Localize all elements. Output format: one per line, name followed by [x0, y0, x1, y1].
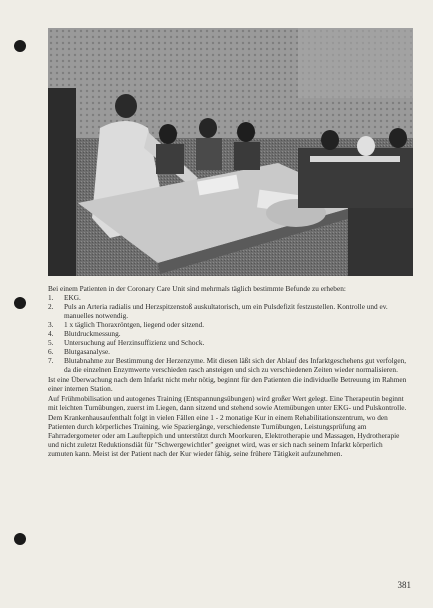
classroom-photo — [48, 28, 413, 276]
list-item: 3. 1 x täglich Thoraxröntgen, liegend oder sitzend. — [48, 320, 205, 329]
list-item: 2. Puls an Arteria radialis und Herzspitzenstoß auskultatorisch, um ein Pulsdefizit festzustellen. Kontrolle und ev. manuelles notwendig. — [48, 302, 388, 320]
intro-paragraph: Bei einem Patienten in der Coronary Care Unit sind mehrmals täglich bestimmte Befunde zu erheben: — [48, 284, 346, 293]
binder-hole-middle — [14, 297, 26, 309]
list-item: 6. Blutgasanalyse. — [48, 347, 111, 356]
paragraph-mobilisation: Auf Frühmobilisation und autogenes Training (Entspannungsübungen) wird großer Wert gelegt. Eine Therapeutin beginnt mit leichten Turnübungen, zuerst im Liegen, dann sitzend und stehend sowie Atemübungen unter EKG- und Pulskontrolle. — [48, 394, 407, 412]
list-item: 4. Blutdruckmessung. — [48, 329, 121, 338]
list-item: 7. Blutabnahme zur Bestimmung der Herzenzyme. Mit diesen läßt sich der Ablauf des Infarktgeschehens gut verfolgen, da die einzelnen Enzymwerte verschieden rasch ansteigen und sich zu verschiedenen Zeiten wieder normalisieren. — [48, 356, 407, 374]
paragraph-rehabilitation: Dem Krankenhausaufenthalt folgt in vielen Fällen eine 1 - 2 monatige Kur in einem Rehabilitationszentrum, wo den Patienten durch körperliches Training, wie Spaziergänge, verschiedenste Turnübungen, Leistungsprüfung am Fahrradergometer oder am Laufteppich und unterstützt durch Moorkuren, Elektrotherapie und Massagen, Hydrotherapie und nicht zuletzt Reduktionsdiät für "Schwergewichtler" geeignet wird, was er sich nach seinem Infarkt körperlich zumuten kann. Meist ist der Patient nach der Kur wieder fähig, seine frühere Tätigkeit aufzunehmen. — [48, 413, 400, 458]
binder-hole-bottom — [14, 533, 26, 545]
binder-hole-top — [14, 40, 26, 52]
page-number: 381 — [397, 580, 411, 590]
paragraph-monitoring: Ist eine Überwachung nach dem Infarkt nicht mehr nötig, beginnt für den Patienten die individuelle Betreuung im Rahmen einer internen Station. — [48, 375, 407, 393]
list-item: 1. EKG. — [48, 293, 81, 302]
list-item: 5. Untersuchung auf Herzinsuffizienz und Schock. — [48, 338, 205, 347]
body-text — [48, 284, 408, 458]
findings-list — [48, 293, 408, 374]
